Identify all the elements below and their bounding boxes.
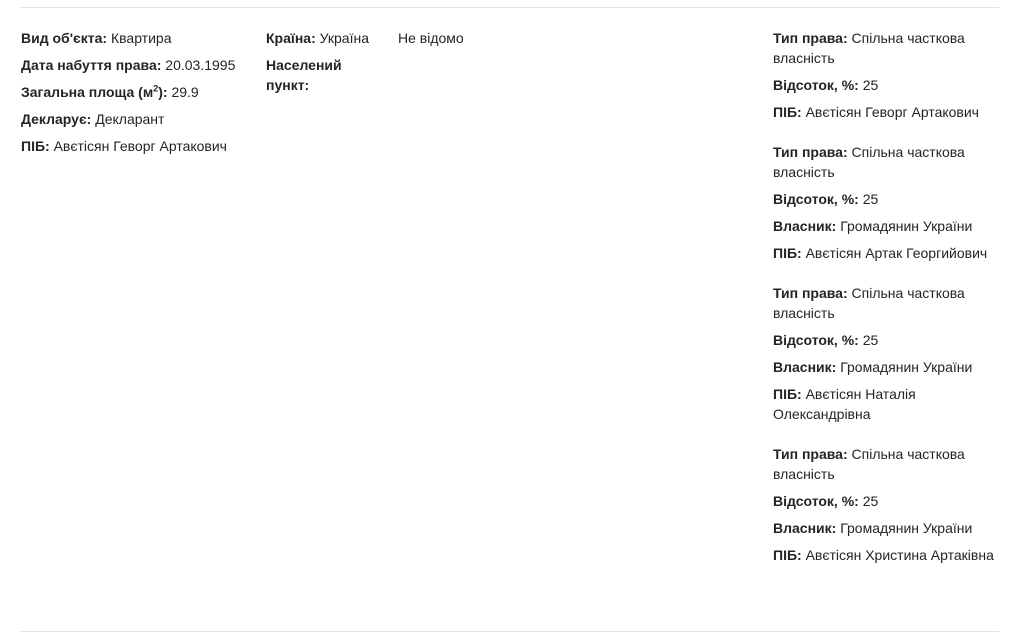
right-type: [773, 444, 998, 484]
right-percent: [773, 189, 998, 209]
city: [266, 55, 346, 95]
right-percent-label: Відсоток, %:: [773, 77, 859, 93]
rights-list: [773, 28, 998, 585]
right-owner: [773, 518, 998, 538]
right-percent-value: 25: [862, 191, 879, 207]
right-type-value: Спільна часткова власність: [773, 285, 965, 321]
acquisition-date-label: Дата набуття права:: [21, 57, 162, 73]
right-name-label: ПІБ:: [773, 547, 802, 563]
right-percent-value: 25: [862, 77, 879, 93]
total-area-value: 29.9: [171, 84, 199, 100]
declarer: [21, 109, 256, 129]
country-label: Країна:: [266, 30, 316, 46]
right-percent-label: Відсоток, %:: [773, 191, 859, 207]
right-name-value: Авєтісян Наталія Олександрівна: [773, 386, 916, 422]
declarer-value: Декларант: [95, 111, 165, 127]
right-name: [773, 243, 998, 263]
right-type-value: Спільна часткова власність: [773, 446, 965, 482]
country: [266, 28, 376, 48]
address-info: [398, 28, 598, 55]
right-name: [773, 102, 998, 122]
right-type: [773, 142, 998, 182]
top-divider: [21, 7, 999, 8]
right-name-value: Авєтісян Геворг Артакович: [805, 104, 979, 120]
right-name-label: ПІБ:: [773, 104, 802, 120]
right-name-value: Авєтісян Христина Артаківна: [805, 547, 994, 563]
right-percent: [773, 330, 998, 350]
right-entry: [773, 283, 998, 424]
right-entry: [773, 142, 998, 263]
acquisition-date: [21, 55, 256, 75]
bottom-divider: [21, 631, 999, 632]
total-area-label-sup: 2: [153, 83, 159, 94]
right-entry: [773, 444, 998, 565]
right-type-label: Тип права:: [773, 446, 848, 462]
right-owner: [773, 216, 998, 236]
right-type-label: Тип права:: [773, 285, 848, 301]
total-area-label-text: Загальна площа (м: [21, 84, 154, 100]
right-name-label: ПІБ:: [773, 245, 802, 261]
right-type: [773, 28, 998, 68]
right-owner-label: Власник:: [773, 218, 837, 234]
right-percent-value: 25: [862, 332, 879, 348]
total-area-label-end: ):: [158, 84, 168, 100]
total-area-label: [21, 84, 168, 100]
object-type-label: Вид об'єкта:: [21, 30, 108, 46]
right-owner-label: Власник:: [773, 520, 837, 536]
declarer-label: Декларує:: [21, 111, 92, 127]
right-percent-label: Відсоток, %:: [773, 332, 859, 348]
right-type-label: Тип права:: [773, 144, 848, 160]
city-label: Населений пункт:: [266, 57, 342, 93]
right-owner: [773, 357, 998, 377]
right-percent: [773, 491, 998, 511]
right-owner-value: Громадянин України: [840, 359, 973, 375]
right-percent: [773, 75, 998, 95]
declarer-name-value: Авєтісян Геворг Артакович: [53, 138, 227, 154]
right-type-value: Спільна часткова власність: [773, 30, 965, 66]
right-entry: [773, 28, 998, 122]
total-area: [21, 82, 256, 102]
right-name: [773, 545, 998, 565]
declarer-name: [21, 136, 256, 156]
country-value: Україна: [319, 30, 369, 46]
right-owner-value: Громадянин України: [840, 520, 973, 536]
right-type-value: Спільна часткова власність: [773, 144, 965, 180]
right-name: [773, 384, 998, 424]
right-type: [773, 283, 998, 323]
object-info: [21, 28, 256, 163]
right-name-value: Авєтісян Артак Георгийович: [805, 245, 988, 261]
acquisition-date-value: 20.03.1995: [165, 57, 236, 73]
right-name-label: ПІБ:: [773, 386, 802, 402]
right-owner-value: Громадянин України: [840, 218, 973, 234]
location-info: [266, 28, 376, 102]
right-percent-value: 25: [862, 493, 879, 509]
object-type: [21, 28, 256, 48]
right-owner-label: Власник:: [773, 359, 837, 375]
right-percent-label: Відсоток, %:: [773, 493, 859, 509]
right-type-label: Тип права:: [773, 30, 848, 46]
object-type-value: Квартира: [110, 30, 172, 46]
declarer-name-label: ПІБ:: [21, 138, 50, 154]
address-value: Не відомо: [398, 30, 464, 46]
